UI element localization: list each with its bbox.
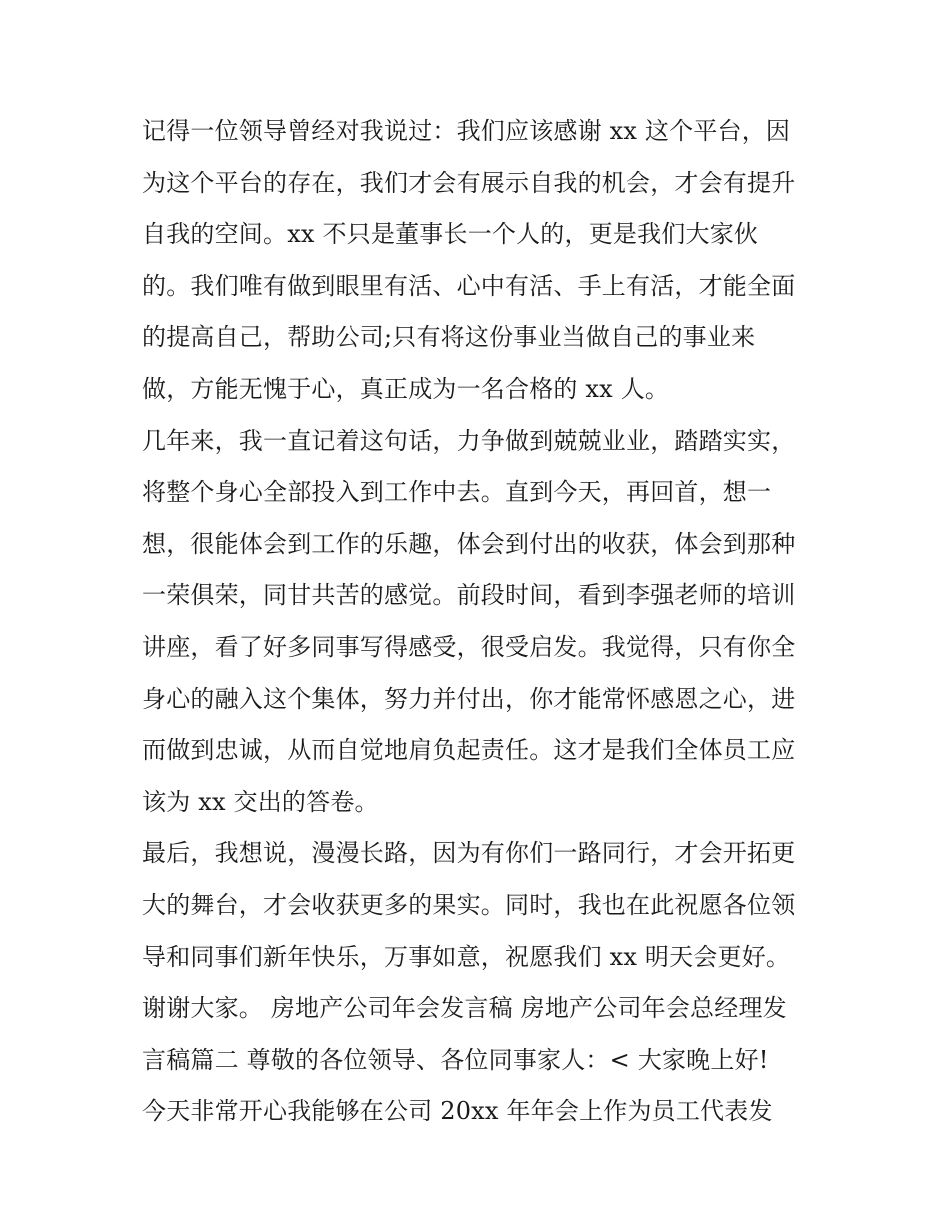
text-line: 大的舞台，才会收获更多的果实。同时，我也在此祝愿各位领	[142, 890, 796, 919]
text-line: 想，很能体会到工作的乐趣，体会到付出的收获，体会到那种	[142, 529, 796, 558]
text-line: 做，方能无愧于心，真正成为一名合格的 xx 人。	[142, 374, 670, 403]
text-line: 身心的融入这个集体，努力并付出，你才能常怀感恩之心，进	[142, 684, 796, 713]
text-line: 谢谢大家。 房地产公司年会发言稿 房地产公司年会总经理发	[142, 994, 787, 1023]
text-line: 导和同事们新年快乐，万事如意，祝愿我们 xx 明天会更好。	[142, 942, 791, 971]
text-line: 记得一位领导曾经对我说过：我们应该感谢 xx 这个平台，因	[142, 117, 791, 145]
text-line: 自我的空间。xx 不只是董事长一个人的，更是我们大家伙	[142, 220, 759, 249]
text-line: 今天非常开心我能够在公司 20xx 年年会上作为员工代表发	[142, 1097, 773, 1126]
text-line: 一荣俱荣，同甘共苦的感觉。前段时间，看到李强老师的培训	[142, 581, 796, 610]
text-line: 讲座，看了好多同事写得感受，很受启发。我觉得，只有你全	[142, 632, 796, 661]
text-line: 将整个身心全部投入到工作中去。直到今天，再回首，想一	[142, 478, 772, 507]
text-line: 几年来，我一直记着这句话，力争做到兢兢业业，踏踏实实，	[142, 426, 796, 455]
text-line: 的。我们唯有做到眼里有活、心中有活、手上有活，才能全面	[142, 271, 796, 300]
text-line: 该为 xx 交出的答卷。	[142, 787, 379, 816]
text-line: 为这个平台的存在，我们才会有展示自我的机会，才会有提升	[142, 168, 796, 197]
text-line: 而做到忠诚，从而自觉地肩负起责任。这才是我们全体员工应	[142, 736, 796, 765]
text-line: 的提高自己，帮助公司;只有将这份事业当做自己的事业来	[142, 323, 756, 352]
text-line: 最后，我想说，漫漫长路，因为有你们一路同行，才会开拓更	[142, 839, 796, 868]
text-line: 言稿篇二 尊敬的各位领导、各位同事家人：< 大家晚上好!	[142, 1045, 769, 1074]
document-body	[142, 106, 842, 1138]
